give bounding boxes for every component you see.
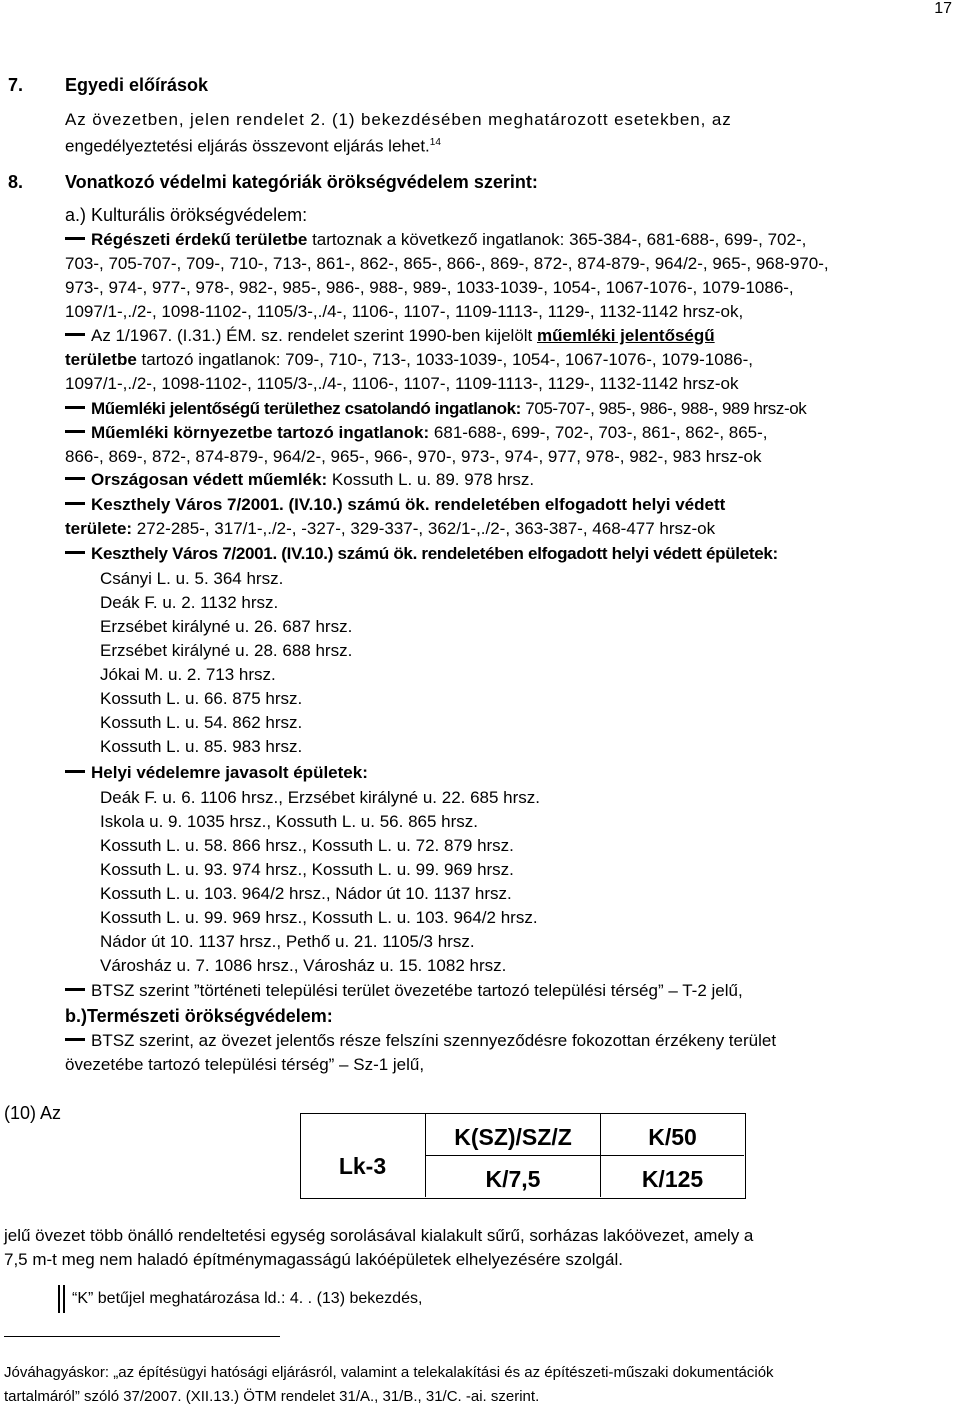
zone-lot-size: K/125 (641, 1166, 704, 1192)
b-heading: b.)Természeti örökségvédelem: (65, 1006, 333, 1026)
section-8-number: 8. (8, 172, 24, 192)
javasolt-item: Kossuth L. u. 103. 964/2 hrsz., Nádor út 10. 1137 hrsz. (100, 884, 512, 903)
kornyezet-line-1: Műemléki környezetbe tartozó ingatlanok: 681-688-, 699-, 702-, 703-, 861-, 862-, 865-, (65, 423, 768, 443)
note-bar-left (58, 1285, 60, 1313)
zone-description-1: jelű övezet több önálló rendeltetési egység sorolásával kialakult sűrű, sorházas lakóövezet, amely a (4, 1226, 754, 1245)
helyi-terulet-line-1: Keszthely Város 7/2001. (IV.10.) számú ök. rendeletében elfogadott helyi védett (65, 495, 725, 515)
footnote-line-1: Jóváhagyáskor: „az építésügyi hatósági eljárásról, valamint a telekalakítási és az építészeti-műszaki dokumentációk (4, 1364, 774, 1381)
zone-height: K/7,5 (485, 1166, 541, 1192)
btsz-sz1-line-1: BTSZ szerint, az övezet jelentős része felszíni szennyeződésre fokozottan érzékeny terület (65, 1031, 776, 1051)
zone-building-type: K(SZ)/SZ/Z (454, 1124, 572, 1150)
zone-divider-h (425, 1155, 744, 1156)
dash-bullet (65, 988, 85, 991)
dash-bullet (65, 430, 85, 433)
section-8-title: Vonatkozó védelmi kategóriák örökségvédelem szerint: (65, 172, 538, 192)
csatol-line: Műemléki jelentőségű területhez csatolandó ingatlanok: 705-707-, 985-, 986-, 988-, 989 hrsz-ok (65, 399, 806, 419)
footnote-separator (4, 1336, 280, 1337)
helyi-terulet-line-2: területe: 272-285-, 317/1-,./2-, -327-, 329-337-, 362/1-,./2-, 363-387-, 468-477 hrsz-ok (65, 519, 716, 538)
dash-bullet (65, 406, 85, 409)
javasolt-title: Helyi védelemre javasolt épületek: (65, 763, 368, 783)
kornyezet-line-2: 866-, 869-, 872-, 874-879-, 964/2-, 965-, 966-, 970-, 973-, 974-, 977, 978-, 982-, 983 hrsz-ok (65, 447, 762, 466)
helyi-epulet-item: Kossuth L. u. 54. 862 hrsz. (100, 713, 303, 732)
section-7-title: Egyedi előírások (65, 75, 209, 95)
dash-bullet (65, 237, 85, 240)
section-7-text-2: engedélyeztetési eljárás összevont eljárás lehet.$^{14}$ (65, 136, 441, 156)
a-heading: a.) Kulturális örökségvédelem: (65, 205, 308, 225)
javasolt-item: Deák F. u. 6. 1106 hrsz., Erzsébet királyné u. 22. 685 hrsz. (100, 788, 541, 807)
zone-description-2: 7,5 m-t meg nem haladó építménymagasságú lakóépületek elhelyezésére szolgál. (4, 1250, 623, 1269)
javasolt-item: Nádor út 10. 1137 hrsz., Pethő u. 21. 1105/3 hrsz. (100, 932, 475, 951)
regeszeti-line-1: Régészeti érdekű területbe tartoznak a következő ingatlanok: 365-384-, 681-688-, 699-, 702-, (65, 230, 806, 250)
helyi-epulet-title: Keszthely Város 7/2001. (IV.10.) számú ök. rendeletében elfogadott helyi védett épületek: (65, 544, 778, 564)
k-note: “K” betűjel meghatározása ld.: 4. . (13) bekezdés, (72, 1290, 423, 1307)
helyi-epulet-item: Erzsébet királyné u. 26. 687 hrsz. (100, 617, 353, 636)
footnote-ref: 14 (429, 137, 441, 148)
javasolt-item: Iskola u. 9. 1035 hrsz., Kossuth L. u. 56. 865 hrsz. (100, 812, 478, 831)
dash-bullet (65, 333, 85, 336)
regeszeti-line-2: 703-, 705-707-, 709-, 710-, 713-, 861-, 862-, 865-, 866-, 869-, 872-, 874-879-, 964/2-, 965-, 968-970-, (65, 254, 829, 273)
page-number: 17 (934, 0, 952, 17)
javasolt-item: Kossuth L. u. 58. 866 hrsz., Kossuth L. u. 72. 879 hrsz. (100, 836, 514, 855)
helyi-epulet-item: Erzsébet királyné u. 28. 688 hrsz. (100, 641, 353, 660)
zone-coverage: K/50 (648, 1124, 697, 1150)
regeszeti-line-4: 1097/1-,./2-, 1098-1102-, 1105/3-,./4-, 1106-, 1107-, 1109-1113-, 1129-, 1132-1142 hrsz-ok, (65, 302, 744, 321)
note-bar-right (63, 1285, 65, 1313)
dash-bullet (65, 502, 85, 505)
footnote-line-2: tartalmáról” szóló 37/2007. (XII.13.) ÖTM rendelet 31/A., 31/B., 31/C. -ai. szerint. (4, 1388, 540, 1405)
javasolt-item: Kossuth L. u. 93. 974 hrsz., Kossuth L. u. 99. 969 hrsz. (100, 860, 514, 879)
orszagos-line: Országosan védett műemlék: Kossuth L. u. 89. 978 hrsz. (65, 470, 534, 490)
mujel-line-1: Az 1/1967. (I.31.) ÉM. sz. rendelet szerint 1990-ben kijelölt műemléki jelentőségű (65, 326, 715, 346)
zone-name: Lk-3 (338, 1153, 387, 1179)
helyi-epulet-item: Deák F. u. 2. 1132 hrsz. (100, 593, 279, 612)
section-7-number: 7. (8, 75, 24, 95)
helyi-epulet-item: Jókai M. u. 2. 713 hrsz. (100, 665, 276, 684)
dash-bullet (65, 770, 85, 773)
dash-bullet (65, 1038, 85, 1041)
javasolt-item: Városház u. 7. 1086 hrsz., Városház u. 15. 1082 hrsz. (100, 956, 507, 975)
btsz-t2-line: BTSZ szerint ”történeti települési terület övezetébe tartozó települési térség” – T-2 jelű, (65, 981, 743, 1001)
helyi-epulet-item: Csányi L. u. 5. 364 hrsz. (100, 569, 284, 588)
helyi-epulet-item: Kossuth L. u. 66. 875 hrsz. (100, 689, 303, 708)
helyi-epulet-item: Kossuth L. u. 85. 983 hrsz. (100, 737, 303, 756)
dash-bullet (65, 477, 85, 480)
regeszeti-line-3: 973-, 974-, 977-, 978-, 982-, 985-, 986-, 988-, 989-, 1033-1039-, 1054-, 1067-1076-, 1079-1086-, (65, 278, 794, 297)
section-7-text-1: Az övezetben, jelen rendelet 2. (1) bekezdésében meghatározott esetekben, az (65, 110, 732, 129)
btsz-sz1-line-2: övezetébe tartozó települési térség” – Sz-1 jelű, (65, 1055, 425, 1074)
dash-bullet (65, 551, 85, 554)
paragraph-10-label: (10) Az (4, 1103, 62, 1123)
javasolt-item: Kossuth L. u. 99. 969 hrsz., Kossuth L. u. 103. 964/2 hrsz. (100, 908, 538, 927)
mujel-line-3: 1097/1-,./2-, 1098-1102-, 1105/3-,./4-, 1106-, 1107-, 1109-1113-, 1129-, 1132-1142 hrsz-ok (65, 374, 739, 393)
mujel-line-2: területbe tartozó ingatlanok: 709-, 710-, 713-, 1033-1039-, 1054-, 1067-1076-, 1079-1086-, (65, 350, 753, 369)
